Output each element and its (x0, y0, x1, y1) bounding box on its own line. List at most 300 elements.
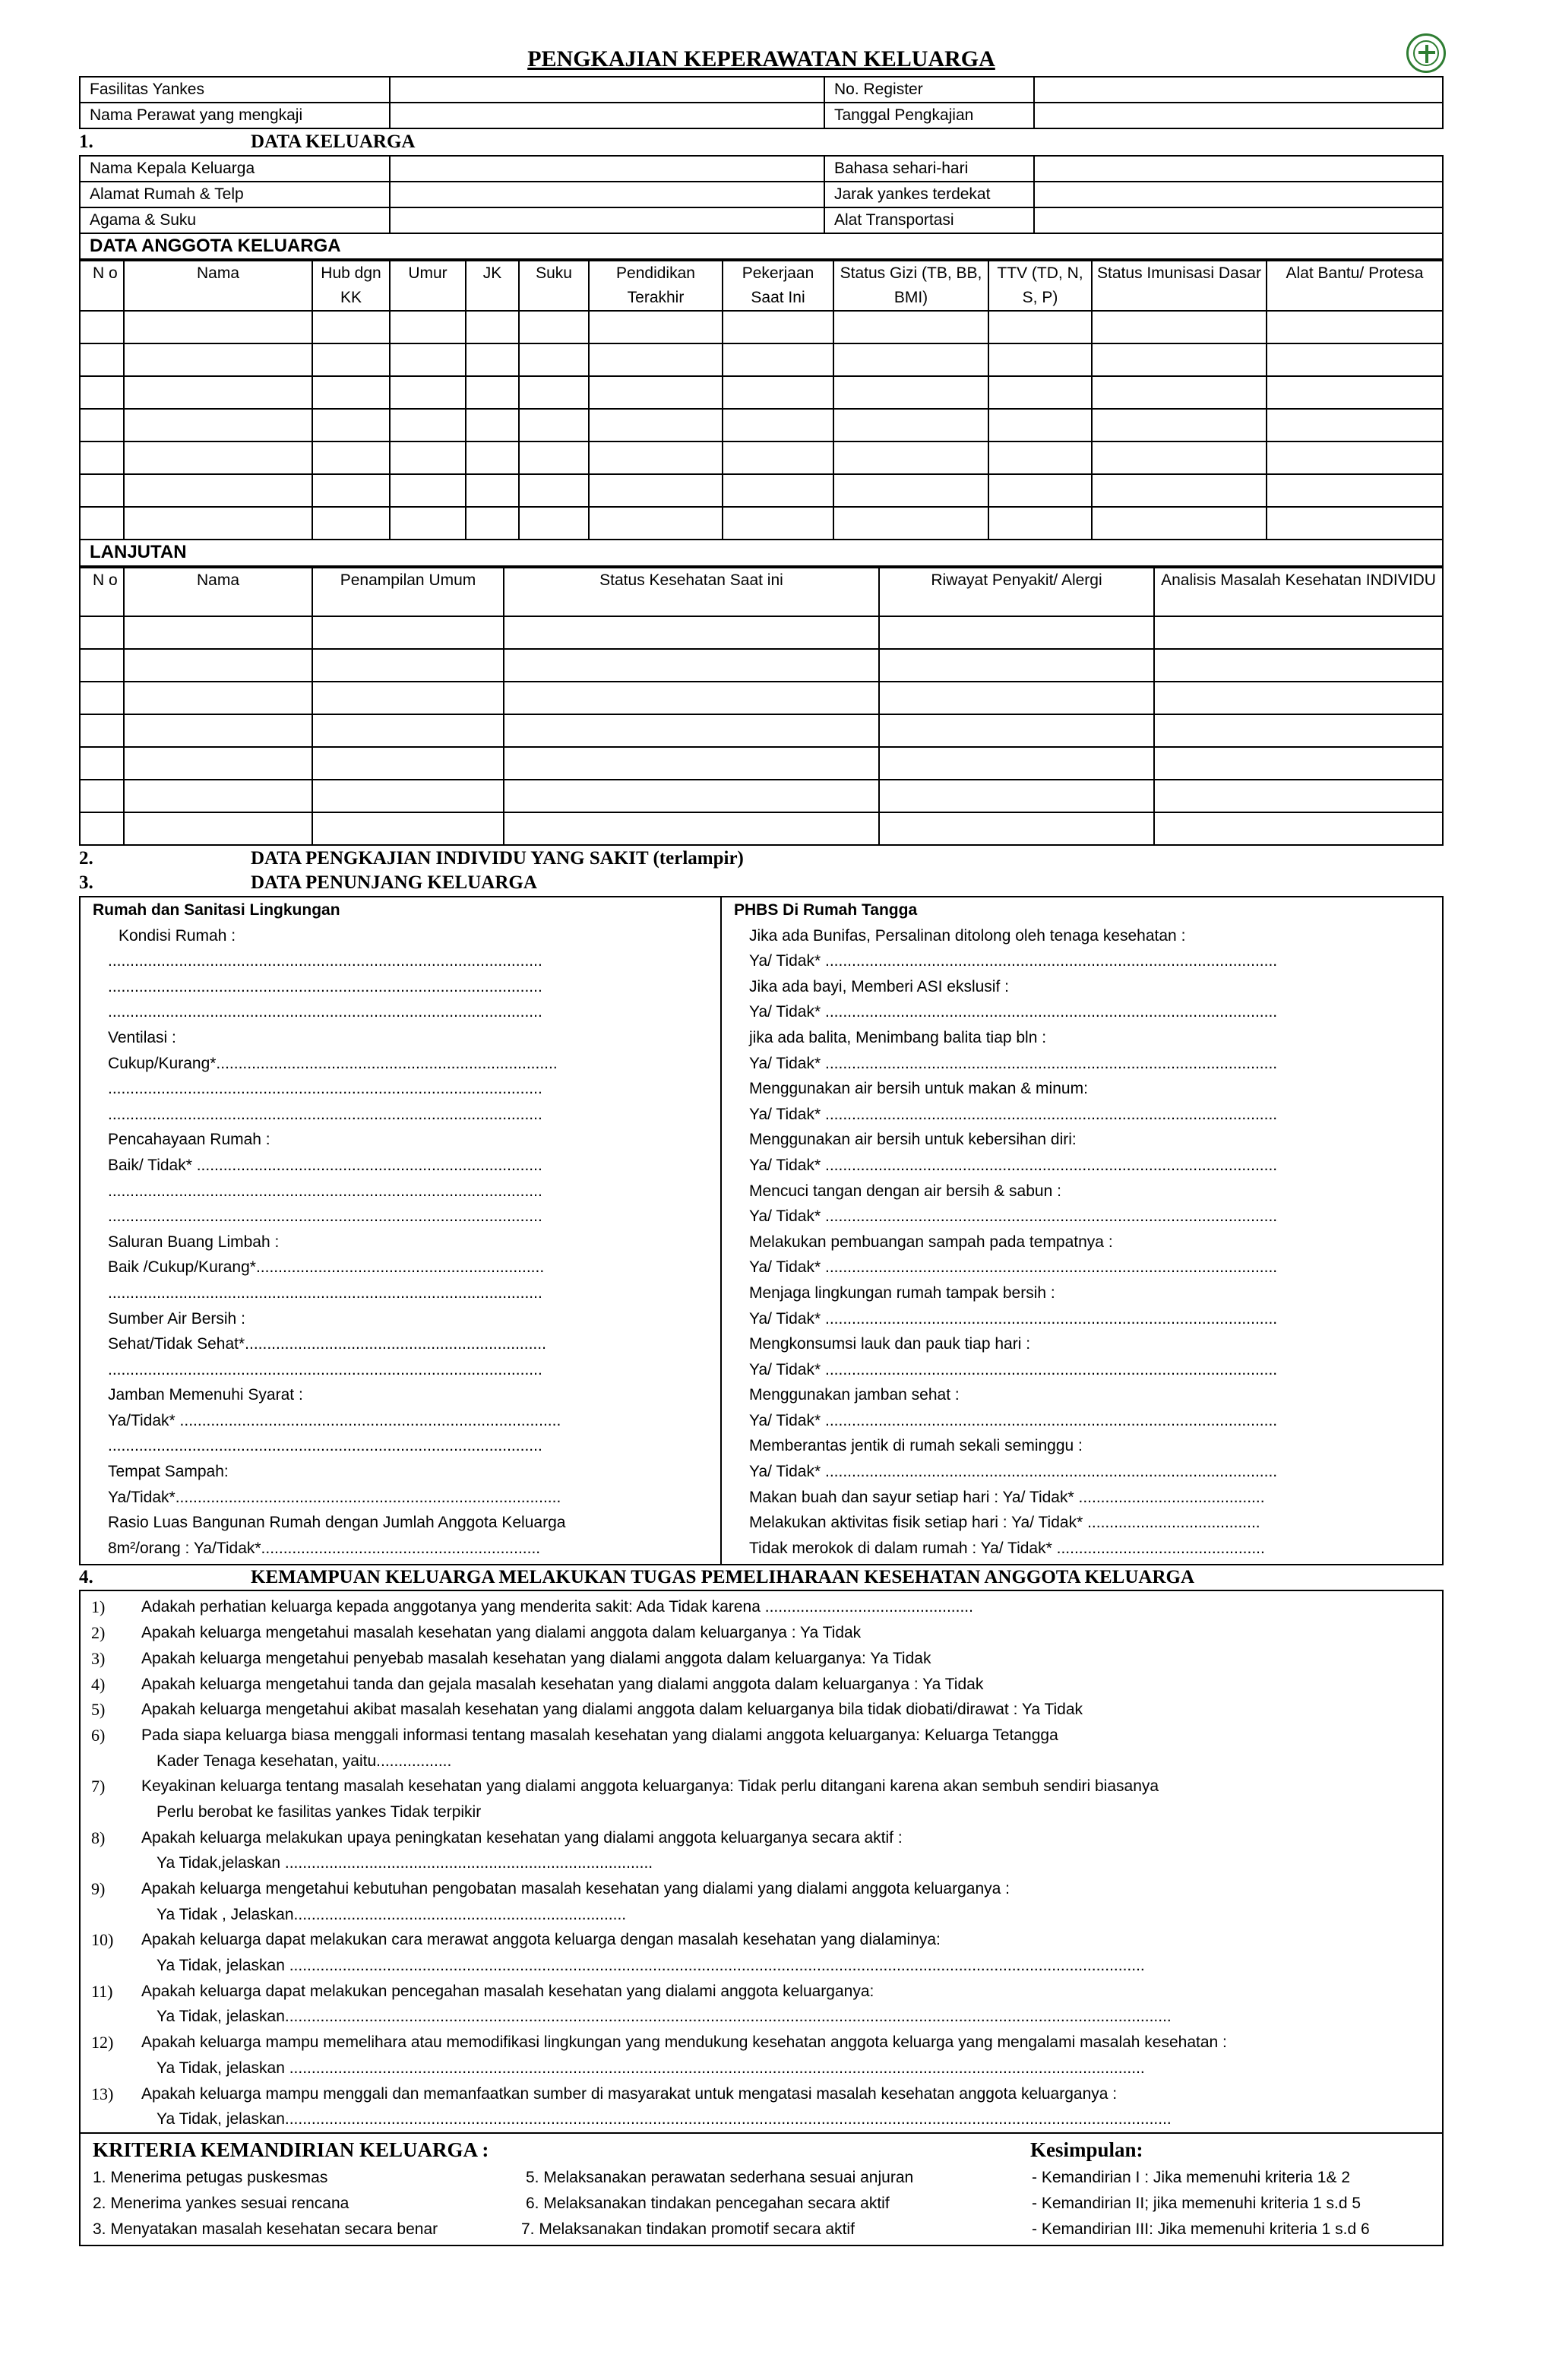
sanitasi-line[interactable]: .................................................................................................. (108, 1182, 542, 1200)
lanjutan-cell[interactable] (879, 616, 1154, 649)
anggota-cell[interactable] (723, 409, 833, 442)
lanjutan-cell[interactable] (312, 649, 504, 682)
anggota-cell[interactable] (124, 474, 312, 507)
phbs-line[interactable]: Ya/ Tidak* ...................................................................................................... (749, 1207, 1278, 1226)
anggota-cell[interactable] (124, 442, 312, 474)
anggota-cell[interactable] (723, 376, 833, 409)
anggota-cell[interactable] (1092, 507, 1267, 540)
anggota-cell[interactable] (466, 474, 519, 507)
anggota-cell[interactable] (988, 442, 1092, 474)
lanjutan-cell[interactable] (1154, 649, 1443, 682)
anggota-cell[interactable] (833, 507, 988, 540)
anggota-cell[interactable] (312, 409, 390, 442)
question-number: 1) (91, 1597, 106, 1617)
anggota-cell[interactable] (519, 311, 589, 343)
sanitasi-line[interactable]: Cukup/Kurang*............................................................................. (108, 1054, 558, 1072)
phbs-line[interactable]: Melakukan aktivitas fisik setiap hari : Ya/ Tidak* ....................................... (749, 1514, 1260, 1532)
phbs-line[interactable]: Ya/ Tidak* ...................................................................................................... (749, 1309, 1278, 1328)
question-answer[interactable]: Ya Tidak, jelaskan........................................................................................................................................................................................................ (157, 2008, 1172, 2026)
lanjutan-cell[interactable] (879, 649, 1154, 682)
lanjutan-cell[interactable] (1154, 714, 1443, 747)
anggota-cell[interactable] (1092, 409, 1267, 442)
rumah-sanitasi-title: Rumah dan Sanitasi Lingkungan (93, 901, 340, 919)
phbs-line[interactable]: Ya/ Tidak* ...................................................................................................... (749, 1156, 1278, 1174)
anggota-keluarga-table (79, 260, 1444, 540)
lanjutan-cell[interactable] (80, 780, 124, 812)
anggota-col-header: JK (466, 261, 519, 311)
anggota-cell[interactable] (466, 409, 519, 442)
question-answer-line (91, 1799, 1442, 1825)
question-text[interactable]: Apakah keluarga dapat melakukan cara merawat anggota keluarga dengan masalah kesehatan yang dialaminya: (141, 1931, 941, 1949)
sanitasi-line[interactable]: Sumber Air Bersih : (108, 1309, 245, 1328)
label-alamat: Alamat Rumah & Telp (80, 182, 390, 207)
input-no-register[interactable] (1034, 77, 1443, 103)
phbs-line[interactable]: Makan buah dan sayur setiap hari : Ya/ Tidak* .......................................... (749, 1488, 1265, 1506)
kesimpulan-2: - Kemandirian II; jika memenuhi kriteria 1 s.d 5 (1032, 2194, 1362, 2212)
anggota-cell[interactable] (988, 474, 1092, 507)
anggota-cell[interactable] (1092, 376, 1267, 409)
anggota-cell[interactable] (519, 442, 589, 474)
table-row (80, 780, 1443, 812)
question-item (91, 1594, 1442, 1620)
kriteria-7: 7. Melaksanakan tindakan promotif secara aktif (521, 2220, 855, 2238)
anggota-cell[interactable] (988, 507, 1092, 540)
input-nama-perawat[interactable] (390, 103, 824, 128)
anggota-cell[interactable] (1267, 376, 1443, 409)
sanitasi-line[interactable]: Tempat Sampah: (108, 1463, 229, 1481)
phbs-line[interactable]: Jika ada bayi, Memberi ASI ekslusif : (749, 977, 1009, 995)
anggota-cell[interactable] (124, 343, 312, 376)
lanjutan-cell[interactable] (124, 649, 312, 682)
anggota-cell[interactable] (1267, 442, 1443, 474)
anggota-cell[interactable] (519, 409, 589, 442)
anggota-cell[interactable] (988, 343, 1092, 376)
anggota-cell[interactable] (390, 474, 466, 507)
input-alamat[interactable] (390, 182, 824, 207)
anggota-cell[interactable] (519, 376, 589, 409)
data-keluarga-table (79, 155, 1444, 260)
anggota-cell[interactable] (390, 311, 466, 343)
phbs-line[interactable]: Melakukan pembuangan sampah pada tempatnya : (749, 1233, 1113, 1251)
question-text[interactable]: Apakah keluarga mengetahui tanda dan gejala masalah kesehatan yang dialami anggota dalam keluarganya : Ya Tidak (141, 1675, 984, 1693)
form-title: PENGKAJIAN KEPERAWATAN KELUARGA (527, 46, 995, 71)
sanitasi-line[interactable]: 8m²/orang : Ya/Tidak*............................................................... (108, 1539, 541, 1557)
sanitasi-line[interactable]: .................................................................................................. (108, 1283, 542, 1302)
lanjutan-cell[interactable] (879, 747, 1154, 780)
question-item (91, 2030, 1442, 2056)
question-text[interactable]: Apakah keluarga mampu menggali dan memanfaatkan sumber di masyarakat untuk mengatasi masalah kesehatan anggota keluarganya : (141, 2084, 1118, 2103)
question-answer-line (91, 2056, 1442, 2081)
anggota-col-header: Nama (124, 261, 312, 311)
table-row (80, 682, 1443, 714)
anggota-col-header: Hub dgn KK (312, 261, 390, 311)
sanitasi-line[interactable]: .................................................................................................. (108, 1360, 542, 1378)
anggota-cell[interactable] (833, 474, 988, 507)
anggota-cell[interactable] (833, 442, 988, 474)
lanjutan-cell[interactable] (504, 616, 879, 649)
anggota-cell[interactable] (312, 442, 390, 474)
table-row (80, 812, 1443, 845)
anggota-cell[interactable] (589, 311, 723, 343)
phbs-line[interactable]: Ya/ Tidak* ...................................................................................................... (749, 1463, 1278, 1481)
question-text[interactable]: Apakah keluarga mengetahui akibat masalah kesehatan yang dialami anggota dalam keluarganya bila tidak diobati/dirawat : Ya Tidak (141, 1701, 1083, 1719)
question-text[interactable]: Apakah keluarga mampu memelihara atau memodifikasi lingkungan yang mendukung kesehatan anggota keluarga yang mengalami masalah kesehatan : (141, 2033, 1227, 2052)
lanjutan-cell[interactable] (504, 812, 879, 845)
question-number: 5) (91, 1700, 106, 1720)
phbs-line[interactable]: Ya/ Tidak* ...................................................................................................... (749, 1054, 1278, 1072)
phbs-line[interactable]: Ya/ Tidak* ...................................................................................................... (749, 1411, 1278, 1429)
lanjutan-cell[interactable] (80, 714, 124, 747)
lanjutan-cell[interactable] (1154, 682, 1443, 714)
anggota-cell[interactable] (519, 474, 589, 507)
lanjutan-cell[interactable] (312, 780, 504, 812)
phbs-line[interactable]: Mengkonsumsi lauk dan pauk tiap hari : (749, 1335, 1031, 1353)
assessment-form (79, 43, 1444, 2246)
phbs-line[interactable]: Ya/ Tidak* ...................................................................................................... (749, 952, 1278, 970)
lanjutan-cell[interactable] (80, 682, 124, 714)
anggota-cell[interactable] (1092, 343, 1267, 376)
question-text[interactable]: Apakah keluarga dapat melakukan pencegahan masalah kesehatan yang dialami anggota keluarganya: (141, 1982, 874, 2000)
anggota-col-header: N o (80, 261, 124, 311)
label-no-register: No. Register (824, 77, 1034, 103)
anggota-cell[interactable] (589, 343, 723, 376)
anggota-cell[interactable] (466, 442, 519, 474)
anggota-cell[interactable] (833, 409, 988, 442)
anggota-cell[interactable] (390, 442, 466, 474)
question-number: 4) (91, 1674, 106, 1694)
anggota-cell[interactable] (80, 474, 124, 507)
anggota-cell[interactable] (519, 507, 589, 540)
lanjutan-table (79, 567, 1444, 846)
kriteria-5: 5. Melaksanakan perawatan sederhana sesuai anjuran (526, 2168, 914, 2186)
lanjutan-cell[interactable] (124, 682, 312, 714)
rumah-sanitasi-column (81, 897, 722, 1564)
lanjutan-col-header: Penampilan Umum (312, 568, 504, 616)
anggota-cell[interactable] (833, 311, 988, 343)
kesimpulan-1: - Kemandirian I : Jika memenuhi kriteria 1& 2 (1032, 2168, 1351, 2186)
table-row (80, 311, 1443, 343)
lanjutan-col-header: Riwayat Penyakit/ Alergi (879, 568, 1154, 616)
lanjutan-cell[interactable] (124, 812, 312, 845)
anggota-cell[interactable] (589, 376, 723, 409)
lanjutan-cell[interactable] (312, 747, 504, 780)
question-answer[interactable]: Ya Tidak , Jelaskan........................................................................... (157, 1905, 627, 1923)
sanitasi-line[interactable]: .................................................................................................. (108, 952, 542, 970)
question-text[interactable]: Adakah perhatian keluarga kepada anggotanya yang menderita sakit: Ada Tidak karena ............................................... (141, 1598, 973, 1616)
question-answer-line (91, 1749, 1442, 1774)
lanjutan-col-header: Status Kesehatan Saat ini (504, 568, 879, 616)
anggota-cell[interactable] (124, 507, 312, 540)
anggota-cell[interactable] (124, 311, 312, 343)
question-number: 11) (91, 1981, 113, 2001)
anggota-cell[interactable] (312, 507, 390, 540)
lanjutan-cell[interactable] (124, 714, 312, 747)
anggota-cell[interactable] (390, 376, 466, 409)
question-text[interactable]: Pada siapa keluarga biasa menggali informasi tentang masalah kesehatan yang dialami anggota keluarganya: Keluarga Tetangga (141, 1726, 1058, 1744)
anggota-cell[interactable] (589, 474, 723, 507)
anggota-col-header: Pekerjaan Saat Ini (723, 261, 833, 311)
phbs-line[interactable]: Ya/ Tidak* ...................................................................................................... (749, 1105, 1278, 1123)
phbs-line[interactable]: Memberantas jentik di rumah sekali seminggu : (749, 1437, 1083, 1455)
question-text[interactable]: Apakah keluarga mengetahui kebutuhan pengobatan masalah kesehatan yang dialami yang dialami anggota keluarganya : (141, 1880, 1010, 1897)
label-fasilitas: Fasilitas Yankes (80, 77, 390, 103)
anggota-cell[interactable] (723, 474, 833, 507)
lanjutan-cell[interactable] (504, 747, 879, 780)
section-3-title: 3. DATA PENUNJANG KELUARGA (79, 872, 537, 893)
question-answer[interactable]: Ya Tidak,jelaskan ................................................................................... (157, 1854, 653, 1872)
phbs-line[interactable]: jika ada balita, Menimbang balita tiap bln : (749, 1028, 1047, 1046)
lanjutan-cell[interactable] (80, 616, 124, 649)
table-row (80, 649, 1443, 682)
anggota-cell[interactable] (589, 507, 723, 540)
anggota-col-header: Suku (519, 261, 589, 311)
lanjutan-cell[interactable] (879, 714, 1154, 747)
anggota-col-header: TTV (TD, N, S, P) (988, 261, 1092, 311)
phbs-line[interactable]: Ya/ Tidak* ...................................................................................................... (749, 1360, 1278, 1378)
lanjutan-cell[interactable] (504, 714, 879, 747)
anggota-title: DATA ANGGOTA KELUARGA (80, 233, 1443, 259)
phbs-line[interactable]: Menggunakan air bersih untuk kebersihan diri: (749, 1131, 1077, 1149)
sanitasi-line[interactable]: Saluran Buang Limbah : (108, 1233, 280, 1251)
question-number: 2) (91, 1623, 106, 1643)
input-bahasa[interactable] (1034, 156, 1443, 182)
anggota-cell[interactable] (1267, 507, 1443, 540)
sanitasi-line[interactable]: .................................................................................................. (108, 1437, 542, 1455)
table-row (80, 714, 1443, 747)
sanitasi-line[interactable]: .................................................................................................. (108, 1105, 542, 1123)
question-number: 7) (91, 1777, 106, 1796)
sanitasi-line[interactable]: Ya/Tidak*....................................................................................... (108, 1488, 561, 1506)
phbs-line[interactable]: Tidak merokok di dalam rumah : Ya/ Tidak* ............................................... (749, 1539, 1265, 1557)
anggota-cell[interactable] (1267, 409, 1443, 442)
header-table (79, 76, 1444, 129)
anggota-cell[interactable] (124, 409, 312, 442)
lanjutan-cell[interactable] (80, 812, 124, 845)
anggota-cell[interactable] (466, 343, 519, 376)
question-number: 10) (91, 1930, 114, 1950)
lanjutan-cell[interactable] (879, 812, 1154, 845)
kriteria-1: 1. Menerima petugas puskesmas (93, 2168, 328, 2186)
phbs-line[interactable]: Menjaga lingkungan rumah tampak bersih : (749, 1283, 1055, 1302)
lanjutan-cell[interactable] (80, 747, 124, 780)
phbs-line[interactable]: Menggunakan air bersih untuk makan & minum: (749, 1080, 1088, 1098)
sanitasi-line[interactable]: Jamban Memenuhi Syarat : (108, 1386, 303, 1404)
anggota-cell[interactable] (723, 507, 833, 540)
section-4-title: 4. KEMAMPUAN KELUARGA MELAKUKAN TUGAS PEMELIHARAAN KESEHATAN ANGGOTA KELUARGA (79, 1567, 1194, 1588)
sanitasi-line[interactable]: Baik /Cukup/Kurang*................................................................. (108, 1258, 545, 1277)
sanitasi-line[interactable]: .................................................................................................. (108, 1207, 542, 1226)
question-number: 6) (91, 1725, 106, 1745)
table-row (80, 442, 1443, 474)
anggota-cell[interactable] (589, 409, 723, 442)
lanjutan-cell[interactable] (124, 780, 312, 812)
question-number: 3) (91, 1648, 106, 1668)
question-text[interactable]: Apakah keluarga mengetahui penyebab masalah kesehatan yang dialami anggota dalam keluarganya: Ya Tidak (141, 1649, 931, 1667)
anggota-cell[interactable] (1092, 442, 1267, 474)
question-answer-line (91, 1902, 1442, 1928)
anggota-cell[interactable] (1092, 311, 1267, 343)
lanjutan-cell[interactable] (504, 649, 879, 682)
input-agama-suku[interactable] (390, 207, 824, 233)
question-item (91, 1825, 1442, 1851)
question-text[interactable]: Keyakinan keluarga tentang masalah kesehatan yang dialami anggota keluarganya: Tidak perlu ditangani karena akan sembuh sendiri biasanya (141, 1777, 1159, 1796)
question-item (91, 1927, 1442, 1953)
anggota-cell[interactable] (466, 311, 519, 343)
input-transportasi[interactable] (1034, 207, 1443, 233)
anggota-col-header: Pendidikan Terakhir (589, 261, 723, 311)
anggota-cell[interactable] (1267, 474, 1443, 507)
anggota-cell[interactable] (589, 442, 723, 474)
lanjutan-col-header: Analisis Masalah Kesehatan INDIVIDU (1154, 568, 1443, 616)
table-row (80, 616, 1443, 649)
sanitasi-line[interactable]: Rasio Luas Bangunan Rumah dengan Jumlah Anggota Keluarga (108, 1514, 566, 1532)
data-penunjang-box (79, 896, 1444, 1565)
label-bahasa: Bahasa sehari-hari (824, 156, 1034, 182)
question-item (91, 1774, 1442, 1799)
question-answer[interactable]: Perlu berobat ke fasilitas yankes Tidak terpikir (157, 1802, 482, 1821)
kriteria-2: 2. Menerima yankes sesuai rencana (93, 2194, 349, 2212)
lanjutan-cell[interactable] (312, 714, 504, 747)
question-item (91, 1697, 1442, 1723)
anggota-cell[interactable] (833, 376, 988, 409)
lanjutan-cell[interactable] (1154, 780, 1443, 812)
question-number: 13) (91, 2084, 114, 2103)
sanitasi-line[interactable]: Kondisi Rumah : (119, 926, 236, 945)
question-item (91, 1876, 1442, 1902)
lanjutan-cell[interactable] (879, 780, 1154, 812)
anggota-cell[interactable] (390, 343, 466, 376)
anggota-col-header: Umur (390, 261, 466, 311)
anggota-cell[interactable] (80, 376, 124, 409)
anggota-col-header: Status Gizi (TB, BB, BMI) (833, 261, 988, 311)
anggota-cell[interactable] (723, 311, 833, 343)
question-answer-line (91, 1850, 1442, 1876)
question-answer[interactable]: Ya Tidak, jelaskan ................................................................................................................................................................................................. (157, 2059, 1145, 2077)
anggota-cell[interactable] (80, 507, 124, 540)
anggota-cell[interactable] (80, 311, 124, 343)
anggota-cell[interactable] (312, 474, 390, 507)
anggota-cell[interactable] (390, 507, 466, 540)
anggota-cell[interactable] (80, 442, 124, 474)
question-number: 12) (91, 2033, 114, 2052)
lanjutan-cell[interactable] (879, 682, 1154, 714)
sanitasi-line[interactable]: Ya/Tidak* ...................................................................................... (108, 1411, 561, 1429)
sanitasi-line[interactable]: Baik/ Tidak* .............................................................................. (108, 1156, 542, 1174)
question-number: 9) (91, 1879, 106, 1898)
anggota-cell[interactable] (466, 376, 519, 409)
question-answer-line (91, 2004, 1442, 2030)
lanjutan-cell[interactable] (80, 649, 124, 682)
sanitasi-line[interactable]: .................................................................................................. (108, 1080, 542, 1098)
anggota-cell[interactable] (80, 409, 124, 442)
phbs-line[interactable]: Menggunakan jamban sehat : (749, 1386, 960, 1404)
table-row (80, 409, 1443, 442)
sanitasi-line[interactable]: Pencahayaan Rumah : (108, 1131, 270, 1149)
anggota-cell[interactable] (80, 343, 124, 376)
lanjutan-col-header: N o (80, 568, 124, 616)
input-jarak-yankes[interactable] (1034, 182, 1443, 207)
lanjutan-cell[interactable] (1154, 747, 1443, 780)
anggota-cell[interactable] (1092, 474, 1267, 507)
sanitasi-line[interactable]: Ventilasi : (108, 1028, 176, 1046)
sanitasi-line[interactable]: Sehat/Tidak Sehat*.................................................................... (108, 1335, 546, 1353)
anggota-cell[interactable] (312, 343, 390, 376)
anggota-cell[interactable] (390, 409, 466, 442)
question-item (91, 1646, 1442, 1672)
anggota-cell[interactable] (312, 376, 390, 409)
question-text[interactable]: Apakah keluarga melakukan upaya peningkatan kesehatan yang dialami anggota keluarganya secara aktif : (141, 1828, 903, 1847)
lanjutan-cell[interactable] (312, 812, 504, 845)
kriteria-kemandirian-box (79, 2134, 1444, 2246)
lanjutan-cell[interactable] (504, 682, 879, 714)
question-answer[interactable]: Kader Tenaga kesehatan, yaitu................. (157, 1752, 452, 1770)
kriteria-6: 6. Melaksanakan tindakan pencegahan secara aktif (526, 2194, 890, 2212)
lanjutan-cell[interactable] (504, 780, 879, 812)
anggota-cell[interactable] (312, 311, 390, 343)
section-1-title: 1. DATA KELUARGA (79, 131, 416, 152)
input-fasilitas[interactable] (390, 77, 824, 103)
question-answer[interactable]: Ya Tidak, jelaskan........................................................................................................................................................................................................ (157, 2110, 1172, 2128)
anggota-cell[interactable] (833, 343, 988, 376)
lanjutan-col-header: Nama (124, 568, 312, 616)
label-transportasi: Alat Transportasi (824, 207, 1034, 233)
input-kepala-keluarga[interactable] (390, 156, 824, 182)
sanitasi-line[interactable]: .................................................................................................. (108, 1003, 542, 1021)
phbs-line[interactable]: Ya/ Tidak* ...................................................................................................... (749, 1258, 1278, 1277)
lanjutan-cell[interactable] (312, 682, 504, 714)
anggota-cell[interactable] (519, 343, 589, 376)
table-row (80, 343, 1443, 376)
phbs-line[interactable]: Ya/ Tidak* ...................................................................................................... (749, 1003, 1278, 1021)
anggota-col-header: Alat Bantu/ Protesa (1267, 261, 1443, 311)
question-text[interactable]: Apakah keluarga mengetahui masalah kesehatan yang dialami anggota dalam keluarganya : Ya Tidak (141, 1624, 862, 1642)
kriteria-title: KRITERIA KEMANDIRIAN KELUARGA : (93, 2138, 489, 2161)
anggota-cell[interactable] (1267, 343, 1443, 376)
phbs-title: PHBS Di Rumah Tangga (734, 901, 918, 919)
kesimpulan-title: Kesimpulan: (1030, 2138, 1143, 2161)
anggota-cell[interactable] (124, 376, 312, 409)
anggota-cell[interactable] (723, 343, 833, 376)
question-item (91, 1723, 1442, 1749)
table-row (80, 507, 1443, 540)
table-row (80, 376, 1443, 409)
anggota-cell[interactable] (988, 311, 1092, 343)
phbs-line[interactable]: Mencuci tangan dengan air bersih & sabun : (749, 1182, 1061, 1200)
lanjutan-cell[interactable] (1154, 616, 1443, 649)
lanjutan-cell[interactable] (124, 747, 312, 780)
lanjutan-cell[interactable] (124, 616, 312, 649)
sanitasi-line[interactable]: .................................................................................................. (108, 977, 542, 995)
anggota-cell[interactable] (988, 409, 1092, 442)
lanjutan-cell[interactable] (1154, 812, 1443, 845)
question-answer[interactable]: Ya Tidak, jelaskan ................................................................................................................................................................................................. (157, 1957, 1145, 1975)
kesimpulan-3: - Kemandirian III: Jika memenuhi kriteria 1 s.d 6 (1032, 2220, 1370, 2238)
anggota-cell[interactable] (723, 442, 833, 474)
question-answer-line (91, 2106, 1442, 2132)
input-tanggal[interactable] (1034, 103, 1443, 128)
kriteria-3: 3. Menyatakan masalah kesehatan secara benar (93, 2220, 438, 2238)
lanjutan-title: LANJUTAN (80, 540, 1443, 566)
anggota-cell[interactable] (988, 376, 1092, 409)
phbs-line[interactable]: Jika ada Bunifas, Persalinan ditolong oleh tenaga kesehatan : (749, 926, 1186, 945)
anggota-cell[interactable] (1267, 311, 1443, 343)
lanjutan-cell[interactable] (312, 616, 504, 649)
lanjutan-title-row (79, 540, 1444, 567)
question-answer-line (91, 1953, 1442, 1979)
bakti-husada-logo-icon (1406, 33, 1446, 73)
anggota-cell[interactable] (466, 507, 519, 540)
label-agama-suku: Agama & Suku (80, 207, 390, 233)
